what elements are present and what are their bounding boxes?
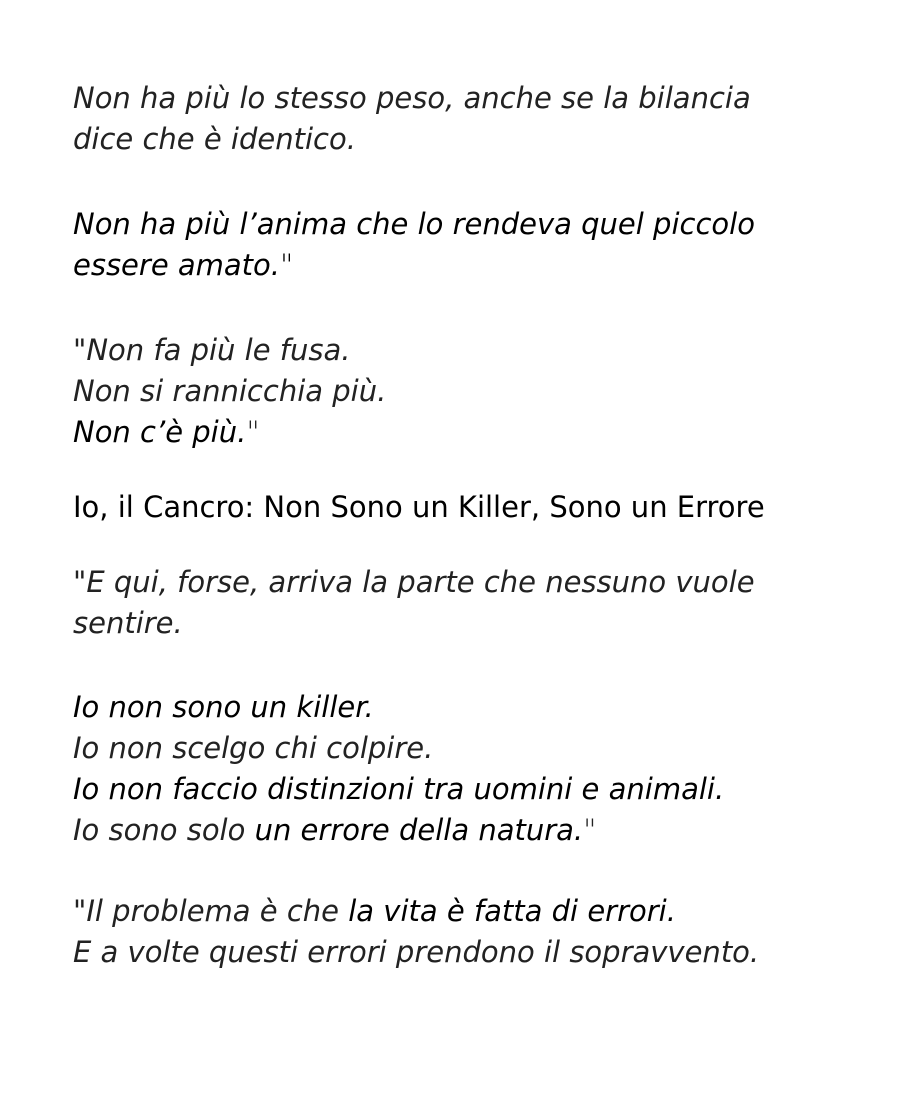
paragraph-purr xyxy=(73,330,873,453)
text-line: Io non faccio distinzioni tra uomini e animali. xyxy=(73,772,725,806)
paragraph-weight xyxy=(73,78,873,160)
closing-quote: " xyxy=(583,813,597,847)
bold-text: Non c’è più. xyxy=(73,415,247,449)
text-line: E a volte questi errori prendono il sopravvento. xyxy=(73,935,760,969)
text-line xyxy=(73,810,873,851)
text-line: "Non fa più le fusa. xyxy=(73,333,351,367)
text-line xyxy=(73,245,873,286)
paragraph-not-killer xyxy=(73,687,873,851)
text-line: dice che è identico. xyxy=(73,122,356,156)
text-line: "E qui, forse, arriva la parte che nessuno vuole xyxy=(73,565,755,599)
document-page xyxy=(73,78,873,973)
text-line xyxy=(73,891,873,932)
light-text: Io sono solo xyxy=(73,813,255,847)
text-line: Io non scelgo chi colpire. xyxy=(73,731,434,765)
closing-quote: " xyxy=(246,415,260,449)
closing-quote: " xyxy=(280,248,294,282)
text-line: sentire. xyxy=(73,606,183,640)
text-line: Non ha più l’anima che lo rendeva quel piccolo xyxy=(73,207,755,241)
text-line xyxy=(73,412,873,453)
text-line: Non si rannicchia più. xyxy=(73,374,387,408)
light-text: "Il problema è che xyxy=(73,894,349,928)
paragraph-part xyxy=(73,562,873,644)
text-line: Io non sono un killer. xyxy=(73,690,374,724)
bold-text: la vita è fatta di errori. xyxy=(348,894,676,928)
section-heading: Io, il Cancro: Non Sono un Killer, Sono un Errore xyxy=(73,490,765,524)
bold-text: un errore della natura. xyxy=(254,813,584,847)
bold-text: essere amato. xyxy=(73,248,281,282)
paragraph-errors xyxy=(73,891,873,973)
paragraph-soul xyxy=(73,204,873,286)
text-line: Non ha più lo stesso peso, anche se la bilancia xyxy=(73,81,751,115)
